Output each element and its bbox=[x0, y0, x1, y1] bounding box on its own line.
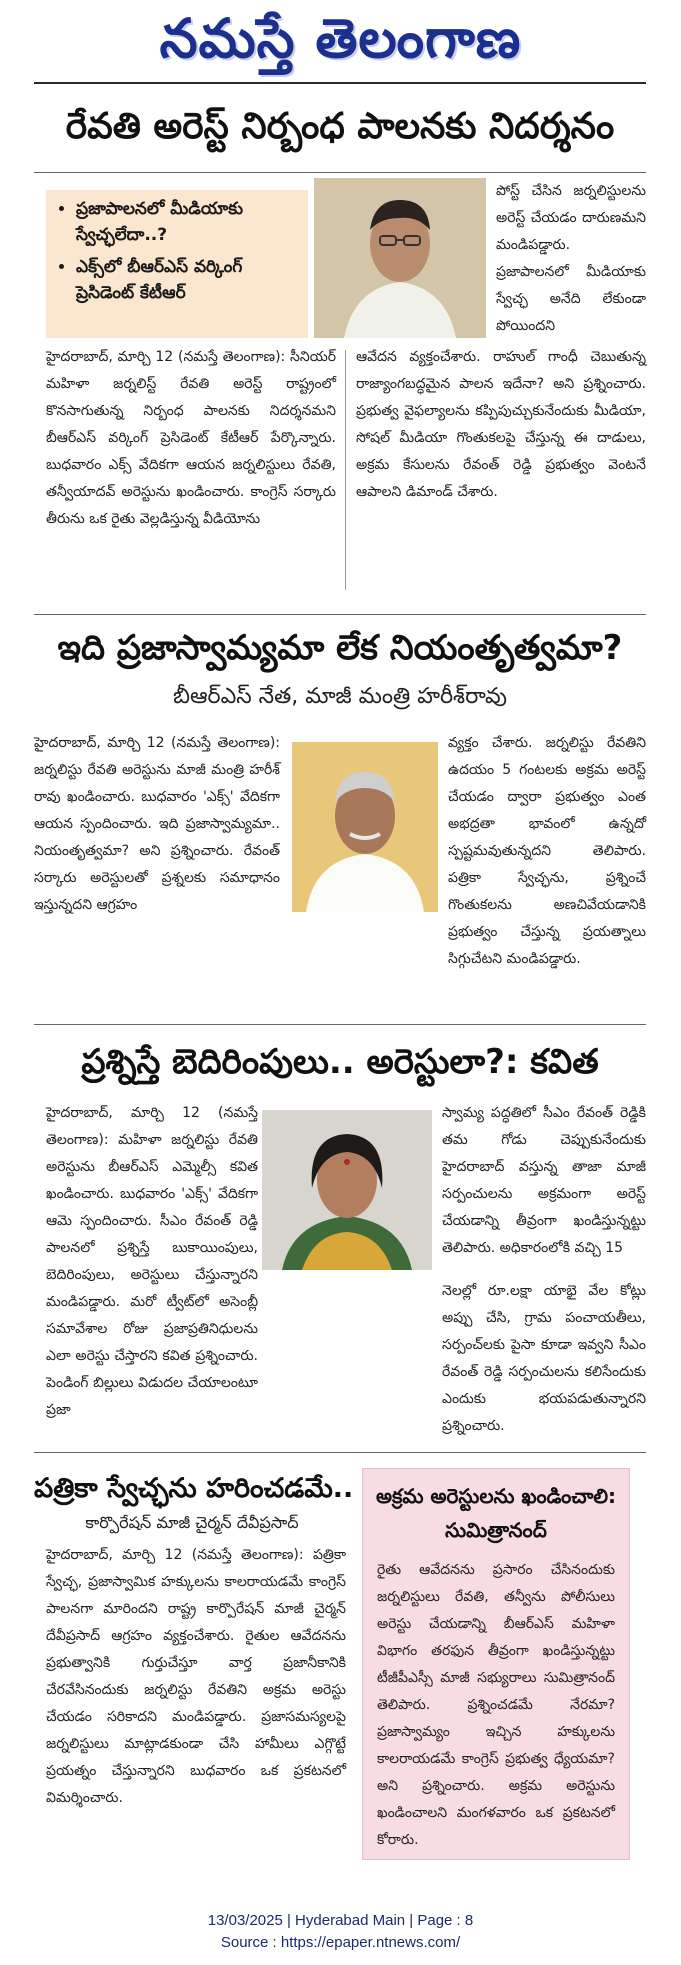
story1-highlight-box bbox=[46, 190, 308, 338]
masthead-divider bbox=[34, 82, 646, 84]
story1-bullet: • ప్రజాపాలనలో మీడియాకు స్వేచ్ఛలేదా..? bbox=[76, 196, 302, 248]
story1-bullet: • ఎక్స్‌లో బీఆర్‌ఎస్ వర్కింగ్ ప్రెసిడెంట్ కేటీఆర్ bbox=[76, 254, 302, 306]
section-divider bbox=[34, 1452, 646, 1453]
story1-divider bbox=[34, 172, 646, 173]
story3-right-top-text: స్వామ్య పద్ధతిలో సీఎం రేవంత్ రెడ్డికి తమ గోడు చెప్పుకునేందుకు హైదరాబాద్ వస్తున్న తాజా మాజీ సర్పంచులను అక్రమంగా అరెస్ట్ చేయడాన్ని తీవ్రంగా ఖండిస్తున్నట్టు తెలిపారు. అధికారంలోకి వచ్చి 15 bbox=[442, 1105, 646, 1256]
story4-headline: పత్రికా స్వేచ్ఛను హరించడమే.. bbox=[34, 1473, 354, 1504]
story5-box bbox=[362, 1468, 630, 1860]
ktr-portrait-image bbox=[314, 178, 486, 338]
footer-source: Source : https://epaper.ntnews.com/ bbox=[220, 1934, 461, 1951]
story4-subhead: కార్పొరేషన్ మాజీ చైర్మన్ దేవీప్రసాద్ bbox=[85, 1513, 299, 1532]
story1-left-column: హైదరాబాద్, మార్చి 12 (నమస్తే తెలంగాణ): సీనియర్ మహిళా జర్నలిస్ట్ రేవతి అరెస్ట్ రాష్ట్రంలో కొనసాగుతున్న నిర్బంధ పాలనకు నిదర్శనమని బీఆర్‌ఎస్ వర్కింగ్ ప్రెసిడెంట్ కేటీఆర్ పేర్కొన్నారు. బుధవారం ఎక్స్ వేదికగా ఆయన జర్నలిస్టులు రేవతి, తన్వీయాదవ్ అరెస్టును ఖండించారు. కాంగ్రెస్ సర్కారు తీరును ఒక రైతు వెల్లడిస్తున్న వీడియోను bbox=[46, 349, 336, 527]
kavitha-portrait-image bbox=[262, 1110, 432, 1270]
story1-right-top-text: పోస్ట్ చేసిన జర్నలిస్టులను అరెస్ట్ చేయడం దారుణమని మండిపడ్డారు. ప్రజాపాలనలో మీడియాకు స్వేచ్ఛ అనేది లేకుండా పోయిందని bbox=[496, 183, 646, 334]
story2-left-column: హైదరాబాద్, మార్చి 12 (నమస్తే తెలంగాణ): జర్నలిస్టు రేవతి అరెస్టును మాజీ మంత్రి హరీశ్ రావు ఖండించారు. బుధవారం 'ఎక్స్' వేదికగా ఆయన స్పందించారు. ఇది ప్రజాస్వామ్యమా.. నియంతృత్వమా? అని ప్రశ్నించారు. రేవంత్ సర్కారు అరెస్టులతో ప్రశ్నలకు సమాధానం ఇస్తున్నదని ఆగ్రహం bbox=[34, 735, 280, 913]
story1-headline: రేవతి అరెస్ట్ నిర్బంధ పాలనకు నిదర్శనం bbox=[65, 106, 615, 147]
footer-date-edition: 13/03/2025 | Hyderabad Main | Page : 8 bbox=[207, 1912, 474, 1929]
story2-subhead: బీఆర్‌ఎస్ నేత, మాజీ మంత్రి హరీశ్‌రావు bbox=[173, 684, 507, 709]
section-divider bbox=[34, 614, 646, 615]
story3-headline: ప్రశ్నిస్తే బెదిరింపులు.. అరెస్టులా?: కవిత bbox=[81, 1042, 599, 1082]
column-divider bbox=[345, 350, 346, 590]
story5-headline: అక్రమ అరెస్టులను ఖండించాలి: సుమిత్రానంద్ bbox=[375, 1484, 617, 1542]
masthead bbox=[0, 0, 681, 80]
newspaper-title: నమస్తే తెలంగాణ bbox=[159, 6, 522, 70]
story3-right-column: నెలల్లో రూ.లక్షా యాభై వేల కోట్లు అప్పు చేసి, గ్రామ పంచాయతీలు, సర్పంచ్‌లకు పైసా కూడా ఇవ్వని సీఎం రేవంత్ రెడ్డి సర్పంచులను కలిసేందుకు ఎందుకు భయపడుతున్నారని ప్రశ్నించారు. bbox=[442, 1283, 646, 1434]
story5-body: రైతు ఆవేదనను ప్రసారం చేసినందుకు జర్నలిస్టులు రేవతి, తన్వీను పోలీసులు అరెస్టు చేయడాన్ని బీఆర్‌ఎస్ మహిళా విభాగం తరఫున తీవ్రంగా ఖండిస్తున్నట్టు టీజీపీఎస్సీ మాజీ సభ్యురాలు సుమిత్రానంద్ తెలిపారు. ప్రశ్నించడమే నేరమా? ప్రజాస్వామ్యం ఇచ్చిన హక్కులను కాలరాయడమే కాంగ్రెస్ ప్రభుత్వ ధ్యేయమా? అని ప్రశ్నించారు. అక్రమ అరెస్టును ఖండించాలని మంగళవారం ఒక ప్రకటనలో కోరారు. bbox=[377, 1562, 615, 1848]
section-divider bbox=[34, 1024, 646, 1025]
kavitha-photo bbox=[262, 1110, 432, 1270]
story1-right-column: ఆవేదన వ్యక్తంచేశారు. రాహుల్ గాంధీ చెబుతున్న రాజ్యాంగబద్ధమైన పాలన ఇదేనా? అని ప్రశ్నించారు. ప్రభుత్వ వైఫల్యాలను కప్పిపుచ్చుకునేందుకు మీడియా, సోషల్ మీడియా గొంతుకలపై చేస్తున్న ఈ దాడులు, అక్రమ కేసులను రేవంత్ రెడ్డి ప్రభుత్వం వెంటనే ఆపాలని డిమాండ్ చేశారు. bbox=[356, 349, 646, 500]
harish-portrait-image bbox=[292, 742, 438, 912]
story3-left-top-text: హైదరాబాద్, మార్చి 12 (నమస్తే తెలంగాణ): మహిళా జర్నలిస్టు రేవతి అరెస్టును బీఆర్‌ఎస్ ఎమ్మెల్సీ కవిత ఖండించారు. బుధవారం 'ఎక్స్' వేదికగా ఆమె స్పందించారు. సీఎం రేవంత్ రెడ్డి పాలనలో ప్రశ్నిస్తే బుకాయింపులు, బెదిరింపులు, అరెస్టులు చేస్తున్నారని మండిపడ్డారు. మరో ట్వీట్‌లో అసెంబ్లీ సమావేశాల రోజు ప్రజాప్రతినిధులను ఎలా అరెస్టు చేస్తారని కవిత ప్రశ్నించారు. పెండింగ్ బిల్లులు విడుదల చేయాలంటూ ప్రజా bbox=[46, 1105, 258, 1418]
harish-rao-photo bbox=[292, 742, 438, 912]
ktr-photo bbox=[314, 178, 486, 338]
story2-right-column: వ్యక్తం చేశారు. జర్నలిస్టు రేవతిని ఉదయం 5 గంటలకు అక్రమ అరెస్ట్ చేయడం ద్వారా ప్రభుత్వం ఎంత అభద్రతా భావంలో ఉన్నదో స్పష్టమవుతున్నదని తెలిపారు. పత్రికా స్వేచ్ఛను, ప్రశ్నించే గొంతుకలను అణచివేయడానికి ప్రభుత్వం చేస్తున్న ప్రయత్నాలు సిగ్గుచేటని మండిపడ్డారు. bbox=[448, 735, 646, 967]
story4-body: హైదరాబాద్, మార్చి 12 (నమస్తే తెలంగాణ): పత్రికా స్వేచ్ఛ, ప్రజాస్వామిక హక్కులను కాలరాయడమే కాంగ్రెస్ పాలనగా మారిందని రాష్ట్ర కార్పొరేషన్ మాజీ చైర్మన్ దేవీప్రసాద్ ఆగ్రహం వ్యక్తంచేశారు. రైతుల ఆవేదనను ప్రభుత్వానికి గుర్తుచేస్తూ వార్త ప్రజానీకానికి చేరవేసినందుకు జర్నలిస్టు రేవతిని అక్రమ అరెస్టు చేయడం సరికాదని మండిపడ్డారు. ప్రజాసమస్యలపై జర్నలిస్టులు మాట్లాడకుండా చేసి హామీలు ఎగ్గొట్టే ప్రయత్నం చేస్తున్నారని బుధవారం ఒక ప్రకటనలో విమర్శించారు. bbox=[46, 1547, 346, 1806]
story2-headline: ఇది ప్రజాస్వామ్యమా లేక నియంతృత్వమా? bbox=[57, 628, 623, 668]
